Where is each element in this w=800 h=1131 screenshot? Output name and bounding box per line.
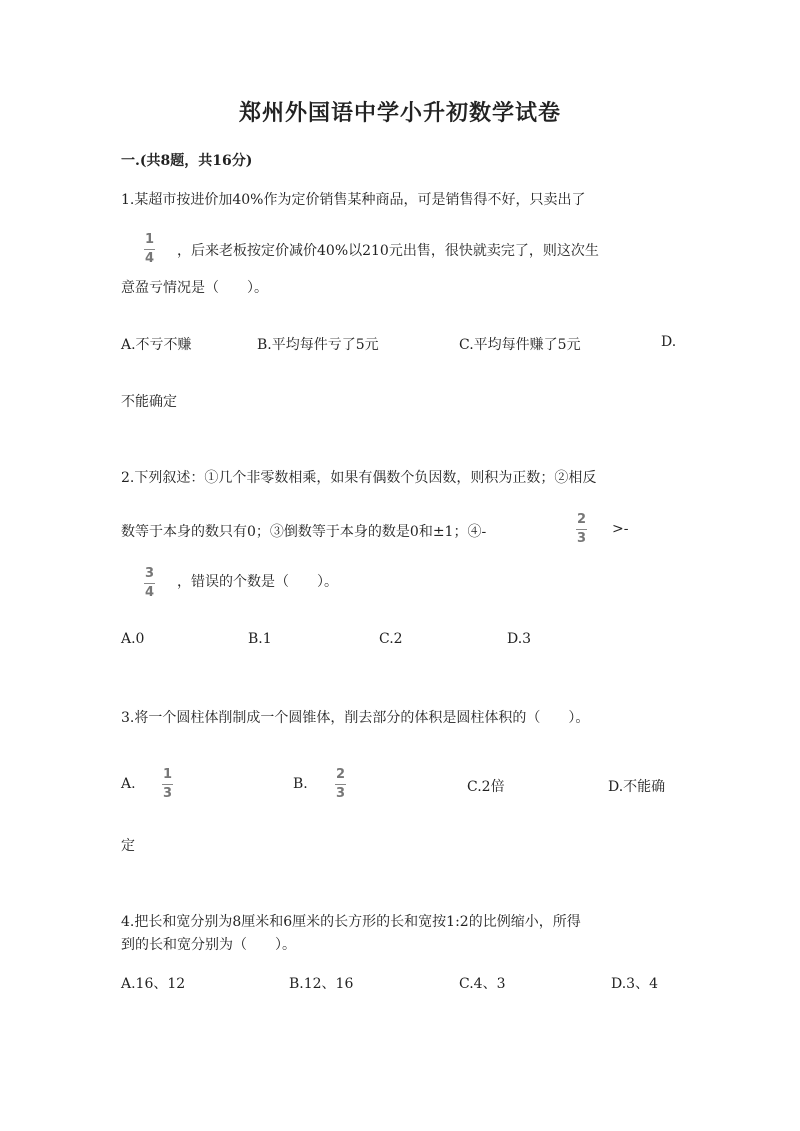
fraction-numerator: 1 (162, 767, 173, 782)
fraction-bar (144, 583, 155, 584)
q2-option-d: D.3 (507, 631, 532, 647)
page-title: 郑州外国语中学小升初数学试卷 (238, 100, 561, 126)
fraction-denominator: 3 (162, 786, 173, 801)
fraction-bar (335, 784, 346, 785)
q1-option-b: B.平均每件亏了5元 (257, 337, 379, 353)
q1-text-line1: 1.某超市按进价加40%作为定价销售某种商品，可是销售得不好，只卖出了 (121, 192, 586, 208)
q3-option-d: D.不能确 (608, 779, 666, 795)
q2-greater-than: >- (612, 521, 629, 537)
q2-text-line2: 数等于本身的数只有0；③倒数等于本身的数是0和±1；④- (121, 524, 487, 540)
q1-option-d-continued: 不能确定 (121, 394, 177, 410)
q3-option-d-continued: 定 (121, 838, 135, 854)
q1-text-line3: 意盈亏情况是（ ）。 (121, 280, 268, 296)
q2-text-line3: ，错误的个数是（ ）。 (177, 574, 338, 590)
fraction-denominator: 3 (335, 786, 346, 801)
fraction-bar (576, 529, 587, 530)
q2-text-line1: 2.下列叙述：①几个非零数相乘，如果有偶数个负因数，则积为正数；②相反 (121, 470, 597, 486)
q1-option-c: C.平均每件赚了5元 (459, 337, 581, 353)
q1-text-line2: ，后来老板按定价减价40%以210元出售，很快就卖完了，则这次生 (177, 243, 599, 259)
fraction-denominator: 3 (576, 531, 587, 546)
q4-option-a: A.16、12 (121, 976, 186, 992)
q4-text-line1: 4.把长和宽分别为8厘米和6厘米的长方形的长和宽按1:2的比例缩小，所得 (121, 914, 581, 930)
q3-option-a-fraction (162, 767, 173, 802)
q4-option-c: C.4、3 (459, 976, 506, 992)
fraction-numerator: 3 (144, 566, 155, 581)
q4-text-line2: 到的长和宽分别为（ ）。 (121, 937, 296, 953)
q1-option-a: A.不亏不赚 (121, 337, 192, 353)
q4-option-d: D.3、4 (611, 976, 658, 992)
q4-option-b: B.12、16 (289, 976, 354, 992)
fraction-numerator: 2 (576, 512, 587, 527)
q3-option-b-fraction (335, 767, 346, 802)
fraction-numerator: 1 (144, 232, 155, 247)
q1-option-d: D. (661, 334, 677, 350)
section-heading: 一.(共8题，共16分) (121, 153, 253, 169)
q3-text-line1: 3.将一个圆柱体削制成一个圆锥体，削去部分的体积是圆柱体积的（ ）。 (121, 710, 590, 726)
q2-fraction-2 (144, 566, 155, 601)
q1-fraction (144, 232, 155, 267)
q2-option-a: A.0 (121, 631, 145, 647)
q2-fraction-1 (576, 512, 587, 547)
fraction-denominator: 4 (144, 251, 155, 266)
fraction-denominator: 4 (144, 585, 155, 600)
fraction-numerator: 2 (335, 767, 346, 782)
q2-option-b: B.1 (248, 631, 272, 647)
q3-option-a: A. (121, 776, 136, 792)
q3-option-c: C.2倍 (467, 779, 505, 795)
q2-option-c: C.2 (379, 631, 403, 647)
fraction-bar (162, 784, 173, 785)
q3-option-b: B. (293, 776, 308, 792)
fraction-bar (144, 249, 155, 250)
